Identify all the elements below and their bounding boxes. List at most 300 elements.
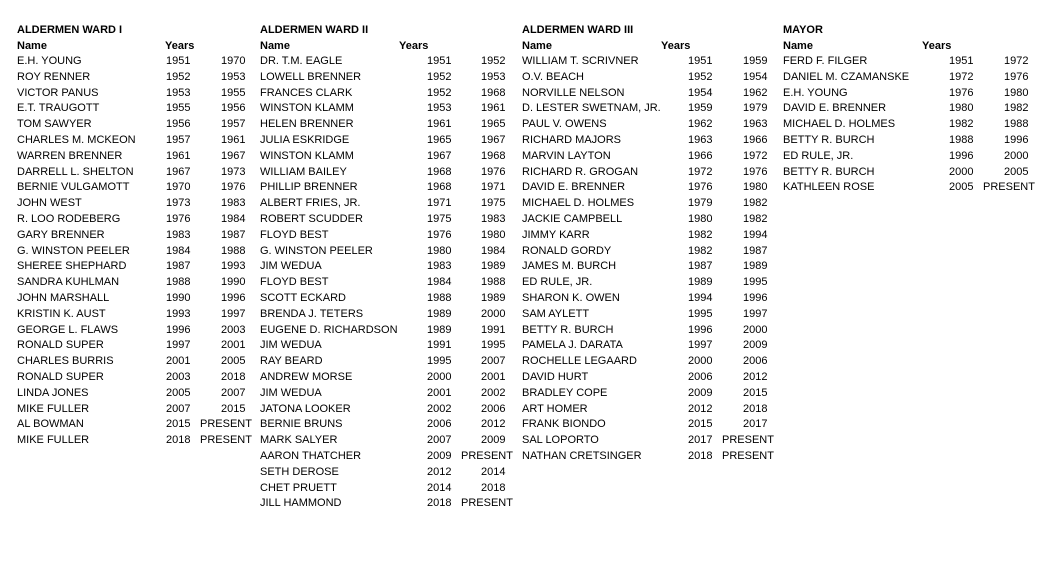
official-name: JIM WEDUA — [260, 339, 322, 352]
term-start-year: 1956 — [166, 118, 191, 131]
term-start-year: 1975 — [427, 212, 452, 225]
official-name: JOHN WEST — [17, 197, 82, 210]
term-start-year: 2005 — [166, 386, 191, 399]
official-row — [17, 165, 246, 181]
term-end-year: 1995 — [481, 339, 506, 352]
term-start-year: 2015 — [688, 418, 713, 431]
term-start-year: 1984 — [427, 276, 452, 289]
official-row — [522, 275, 768, 291]
term-end-year: 2001 — [221, 339, 246, 352]
term-end-year: 2001 — [481, 370, 506, 383]
official-row — [17, 101, 246, 117]
official-row — [260, 259, 506, 275]
official-name: LINDA JONES — [17, 386, 89, 399]
term-end-year: 1997 — [743, 307, 768, 320]
section-aldermen-ward-iii — [522, 22, 774, 465]
term-start-year: 1968 — [427, 165, 452, 178]
term-end-year: 1962 — [743, 86, 768, 99]
official-name: GARY BRENNER — [17, 228, 105, 241]
term-start-year: 1997 — [166, 339, 191, 352]
term-end-year: 2018 — [481, 481, 506, 494]
term-end-year: 2006 — [481, 402, 506, 415]
official-name: ANDREW MORSE — [260, 370, 353, 383]
term-start-year: 2012 — [688, 402, 713, 415]
term-end-year: 1988 — [1004, 118, 1029, 131]
term-start-year: 1952 — [688, 70, 713, 83]
section-mayor — [783, 22, 1035, 196]
official-name: D. LESTER SWETNAM, JR. — [522, 102, 661, 115]
term-start-year: 1991 — [427, 339, 452, 352]
term-start-year: 1971 — [427, 197, 452, 210]
term-start-year: 1959 — [688, 102, 713, 115]
official-name: WILLIAM BAILEY — [260, 165, 347, 178]
official-row — [522, 101, 768, 117]
term-end-year: 2003 — [221, 323, 246, 336]
official-row — [783, 117, 1029, 133]
official-name: E.H. YOUNG — [17, 55, 82, 67]
official-name: R. LOO RODEBERG — [17, 212, 121, 225]
term-end-year: 1957 — [221, 118, 246, 131]
term-start-year: 1965 — [427, 133, 452, 146]
official-name: NATHAN CRETSINGER — [522, 449, 642, 462]
official-row — [783, 180, 1035, 196]
official-name: DAVID HURT — [522, 370, 589, 383]
term-start-year: 2006 — [427, 418, 452, 431]
official-row — [260, 180, 506, 196]
term-end-year: 1996 — [1004, 133, 1029, 146]
official-row — [522, 402, 768, 418]
official-name: JATONA LOOKER — [260, 402, 351, 415]
term-start-year: 1980 — [949, 102, 974, 115]
term-end-year: 2009 — [481, 434, 506, 447]
term-end-year: 1988 — [481, 276, 506, 289]
official-row — [522, 244, 768, 260]
official-name: PAMELA J. DARATA — [522, 339, 623, 352]
official-name: O.V. BEACH — [522, 70, 584, 83]
term-start-year: 1995 — [688, 307, 713, 320]
official-name: MARVIN LAYTON — [522, 149, 611, 162]
official-row — [522, 180, 768, 196]
official-name: G. WINSTON PEELER — [17, 244, 130, 257]
term-end-year: 1990 — [221, 276, 246, 289]
term-end-year: 2002 — [481, 386, 506, 399]
term-start-year: 2005 — [949, 181, 974, 194]
official-row — [783, 149, 1029, 165]
official-row — [260, 86, 506, 102]
term-end-year: 2018 — [743, 402, 768, 415]
term-start-year: 2009 — [427, 449, 452, 462]
term-start-year: 1972 — [949, 70, 974, 83]
term-start-year: 1968 — [427, 181, 452, 194]
official-name: RICHARD MAJORS — [522, 133, 622, 146]
term-end-year: PRESENT — [983, 181, 1035, 194]
term-start-year: 1988 — [166, 276, 191, 289]
official-name: JOHN MARSHALL — [17, 291, 110, 304]
term-end-year: 1997 — [221, 307, 246, 320]
official-row — [17, 244, 246, 260]
term-start-year: 1973 — [166, 197, 191, 210]
official-name: GEORGE L. FLAWS — [17, 323, 119, 336]
official-name: TOM SAWYER — [17, 118, 92, 131]
official-row — [260, 149, 506, 165]
term-end-year: 1980 — [481, 228, 506, 241]
official-row — [17, 86, 246, 102]
official-name: ROCHELLE LEGAARD — [522, 355, 637, 368]
official-row — [522, 133, 768, 149]
term-end-year: PRESENT — [200, 434, 252, 447]
official-name: SAM AYLETT — [522, 307, 590, 320]
official-name: PAUL V. OWENS — [522, 118, 607, 131]
term-start-year: 1982 — [688, 228, 713, 241]
section-title: MAYOR — [783, 24, 823, 36]
official-name: ED RULE, JR. — [783, 149, 854, 162]
official-row — [17, 386, 246, 402]
official-row — [260, 354, 506, 370]
term-start-year: 1952 — [427, 86, 452, 99]
term-end-year: 1988 — [221, 244, 246, 257]
official-row — [260, 196, 506, 212]
term-end-year: 2007 — [221, 386, 246, 399]
official-name: E.H. YOUNG — [783, 86, 848, 99]
official-name: SCOTT ECKARD — [260, 291, 346, 304]
term-end-year: 1996 — [743, 291, 768, 304]
column-header-row — [17, 38, 195, 54]
official-row — [522, 259, 768, 275]
term-end-year: 1983 — [221, 197, 246, 210]
term-start-year: 1979 — [688, 197, 713, 210]
term-start-year: 1983 — [427, 260, 452, 273]
term-start-year: 2018 — [427, 497, 452, 510]
official-name: JIM WEDUA — [260, 260, 322, 273]
term-start-year: 1987 — [166, 260, 191, 273]
name-column-header: Name — [783, 40, 813, 52]
section-aldermen-ward-ii — [260, 22, 513, 512]
term-start-year: 2018 — [166, 434, 191, 447]
official-name: VICTOR PANUS — [17, 86, 99, 99]
official-name: JULIA ESKRIDGE — [260, 133, 350, 146]
official-name: RAY BEARD — [260, 355, 323, 368]
term-end-year: PRESENT — [461, 497, 513, 510]
official-row — [260, 402, 506, 418]
official-name: CHARLES BURRIS — [17, 355, 114, 368]
term-end-year: 2014 — [481, 465, 506, 478]
term-end-year: 1967 — [481, 133, 506, 146]
official-name: FRANK BIONDO — [522, 418, 606, 431]
term-start-year: 1972 — [688, 165, 713, 178]
official-name: SHARON K. OWEN — [522, 291, 620, 304]
official-name: KATHLEEN ROSE — [783, 181, 875, 194]
term-end-year: 1952 — [481, 55, 506, 67]
term-end-year: 1953 — [481, 70, 506, 83]
term-end-year: 1982 — [743, 197, 768, 210]
official-row — [17, 291, 246, 307]
name-column-header: Name — [522, 40, 552, 52]
term-start-year: 2006 — [688, 370, 713, 383]
official-row — [17, 54, 246, 70]
official-row — [17, 196, 246, 212]
official-row — [522, 386, 768, 402]
term-start-year: 1990 — [166, 291, 191, 304]
official-name: SHEREE SHEPHARD — [17, 260, 127, 273]
term-end-year: 1987 — [743, 244, 768, 257]
official-row — [260, 101, 506, 117]
official-row — [17, 275, 246, 291]
column-header-row — [783, 38, 952, 54]
official-row — [260, 54, 506, 70]
term-end-year: 1953 — [221, 70, 246, 83]
official-name: KRISTIN K. AUST — [17, 307, 106, 320]
term-end-year: 1976 — [1004, 70, 1029, 83]
term-start-year: 1980 — [688, 212, 713, 225]
official-name: BETTY R. BURCH — [783, 165, 875, 178]
term-end-year: 1955 — [221, 86, 246, 99]
official-row — [17, 370, 246, 386]
official-name: RONALD GORDY — [522, 244, 612, 257]
official-row — [17, 133, 246, 149]
official-name: ART HOMER — [522, 402, 588, 415]
official-row — [522, 165, 768, 181]
name-column-header: Name — [17, 40, 47, 52]
term-end-year: 1967 — [221, 149, 246, 162]
official-name: JIM WEDUA — [260, 386, 322, 399]
official-name: CHARLES M. MCKEON — [17, 133, 136, 146]
term-start-year: 1976 — [949, 86, 974, 99]
official-row — [260, 244, 506, 260]
official-row — [783, 101, 1029, 117]
official-name: BERNIE BRUNS — [260, 418, 343, 431]
section-title: ALDERMEN WARD I — [17, 24, 123, 36]
term-end-year: 2015 — [743, 386, 768, 399]
term-end-year: 1982 — [743, 212, 768, 225]
term-end-year: 1983 — [481, 212, 506, 225]
official-row — [17, 402, 246, 418]
official-row — [260, 307, 506, 323]
term-start-year: 1976 — [166, 212, 191, 225]
term-start-year: 1996 — [688, 323, 713, 336]
term-end-year: 2015 — [221, 402, 246, 415]
official-name: NORVILLE NELSON — [522, 86, 625, 99]
term-start-year: 1980 — [427, 244, 452, 257]
official-row — [522, 86, 768, 102]
term-end-year: 2018 — [221, 370, 246, 383]
term-start-year: 1955 — [166, 102, 191, 115]
term-start-year: 1976 — [427, 228, 452, 241]
term-end-year: 1959 — [743, 55, 768, 67]
official-name: JACKIE CAMPBELL — [522, 212, 623, 225]
official-row — [783, 86, 1029, 102]
term-start-year: 1970 — [166, 181, 191, 194]
official-row — [17, 228, 246, 244]
official-name: MARK SALYER — [260, 434, 338, 447]
official-row — [783, 54, 1029, 70]
column-header-row — [522, 38, 691, 54]
official-name: DANIEL M. CZAMANSKE — [783, 70, 910, 83]
term-start-year: 1967 — [427, 149, 452, 162]
official-row — [260, 433, 506, 449]
term-end-year: PRESENT — [722, 434, 774, 447]
official-name: CHET PRUETT — [260, 481, 337, 494]
term-end-year: 1989 — [481, 260, 506, 273]
term-end-year: 2006 — [743, 355, 768, 368]
official-name: BETTY R. BURCH — [783, 133, 875, 146]
term-start-year: 1996 — [949, 149, 974, 162]
section-title: ALDERMEN WARD III — [522, 24, 634, 36]
official-name: BETTY R. BURCH — [522, 323, 614, 336]
term-start-year: 1993 — [166, 307, 191, 320]
official-row — [17, 433, 252, 449]
term-start-year: 1957 — [166, 133, 191, 146]
official-row — [783, 165, 1029, 181]
term-end-year: 1972 — [743, 149, 768, 162]
term-end-year: 1972 — [1004, 55, 1029, 67]
official-name: ALBERT FRIES, JR. — [260, 197, 361, 210]
official-row — [260, 465, 506, 481]
term-start-year: 1994 — [688, 291, 713, 304]
term-start-year: 2003 — [166, 370, 191, 383]
official-row — [260, 370, 506, 386]
name-column-header: Name — [260, 40, 290, 52]
term-start-year: 2007 — [427, 434, 452, 447]
term-end-year: 1989 — [481, 291, 506, 304]
official-name: DAVID E. BRENNER — [522, 181, 626, 194]
term-start-year: 1954 — [688, 86, 713, 99]
term-start-year: 1982 — [688, 244, 713, 257]
official-row — [17, 149, 246, 165]
term-start-year: 1962 — [688, 118, 713, 131]
term-start-year: 1952 — [166, 70, 191, 83]
official-row — [522, 338, 768, 354]
official-name: BRADLEY COPE — [522, 386, 608, 399]
term-end-year: 1966 — [743, 133, 768, 146]
official-name: MIKE FULLER — [17, 434, 90, 447]
official-name: BRENDA J. TETERS — [260, 307, 364, 320]
term-start-year: 2002 — [427, 402, 452, 415]
column-header-row — [260, 38, 429, 54]
term-start-year: 2009 — [688, 386, 713, 399]
official-row — [260, 212, 506, 228]
official-name: AL BOWMAN — [17, 418, 84, 431]
term-end-year: 1980 — [1004, 86, 1029, 99]
term-start-year: 2007 — [166, 402, 191, 415]
term-start-year: 1995 — [427, 355, 452, 368]
term-end-year: 1993 — [221, 260, 246, 273]
official-row — [783, 133, 1029, 149]
official-name: HELEN BRENNER — [260, 118, 354, 131]
term-end-year: 1968 — [481, 86, 506, 99]
term-end-year: 1995 — [743, 276, 768, 289]
official-row — [260, 449, 513, 465]
official-row — [260, 117, 506, 133]
official-row — [522, 54, 768, 70]
term-end-year: 2000 — [1004, 149, 1029, 162]
term-end-year: 1976 — [221, 181, 246, 194]
term-end-year: 1968 — [481, 149, 506, 162]
official-name: RICHARD R. GROGAN — [522, 165, 639, 178]
official-name: ED RULE, JR. — [522, 276, 593, 289]
term-end-year: 1991 — [481, 323, 506, 336]
term-start-year: 1987 — [688, 260, 713, 273]
official-row — [522, 196, 768, 212]
term-end-year: 1994 — [743, 228, 768, 241]
official-name: ROY RENNER — [17, 70, 91, 83]
term-end-year: 1979 — [743, 102, 768, 115]
term-start-year: 2001 — [166, 355, 191, 368]
term-start-year: 2017 — [688, 434, 713, 447]
term-end-year: 1970 — [221, 55, 246, 67]
term-end-year: 2005 — [1004, 165, 1029, 178]
section-title: ALDERMEN WARD II — [260, 24, 369, 36]
term-start-year: 2000 — [427, 370, 452, 383]
official-name: FLOYD BEST — [260, 276, 329, 289]
official-row — [17, 117, 246, 133]
official-name: FLOYD BEST — [260, 228, 329, 241]
term-end-year: 1971 — [481, 181, 506, 194]
term-start-year: 1983 — [166, 228, 191, 241]
section-aldermen-ward-i — [17, 22, 252, 449]
official-row — [522, 354, 768, 370]
term-start-year: 1989 — [427, 323, 452, 336]
official-row — [260, 228, 506, 244]
official-row — [522, 417, 768, 433]
official-row — [260, 338, 506, 354]
official-name: SETH DEROSE — [260, 465, 339, 478]
official-name: RONALD SUPER — [17, 339, 104, 352]
official-row — [17, 70, 246, 86]
official-row — [17, 212, 246, 228]
term-end-year: 1973 — [221, 165, 246, 178]
term-start-year: 2000 — [688, 355, 713, 368]
official-row — [522, 307, 768, 323]
official-row — [522, 212, 768, 228]
official-row — [522, 117, 768, 133]
term-end-year: 2012 — [481, 418, 506, 431]
official-row — [260, 291, 506, 307]
official-name: WARREN BRENNER — [17, 149, 123, 162]
official-name: WINSTON KLAMM — [260, 149, 354, 162]
official-row — [522, 228, 768, 244]
official-name: JAMES M. BURCH — [522, 260, 617, 273]
term-end-year: 1961 — [221, 133, 246, 146]
term-start-year: 1952 — [427, 70, 452, 83]
official-name: AARON THATCHER — [260, 449, 362, 462]
years-column-header: Years — [661, 40, 691, 52]
term-end-year: 2012 — [743, 370, 768, 383]
term-start-year: 2015 — [166, 418, 191, 431]
term-end-year: 1975 — [481, 197, 506, 210]
term-start-year: 1984 — [166, 244, 191, 257]
official-name: WINSTON KLAMM — [260, 102, 354, 115]
term-end-year: 2000 — [743, 323, 768, 336]
official-row — [17, 354, 246, 370]
term-end-year: 1956 — [221, 102, 246, 115]
official-row — [260, 275, 506, 291]
official-row — [260, 165, 506, 181]
term-start-year: 2014 — [427, 481, 452, 494]
term-start-year: 1988 — [949, 133, 974, 146]
term-start-year: 1951 — [949, 55, 974, 67]
official-name: RONALD SUPER — [17, 370, 104, 383]
official-name: MIKE FULLER — [17, 402, 90, 415]
official-name: LOWELL BRENNER — [260, 70, 362, 83]
term-start-year: 1997 — [688, 339, 713, 352]
official-name: FRANCES CLARK — [260, 86, 353, 99]
term-end-year: 1963 — [743, 118, 768, 131]
term-end-year: 1982 — [1004, 102, 1029, 115]
term-start-year: 1951 — [427, 55, 452, 67]
official-row — [522, 433, 774, 449]
term-start-year: 1989 — [427, 307, 452, 320]
term-end-year: 2017 — [743, 418, 768, 431]
